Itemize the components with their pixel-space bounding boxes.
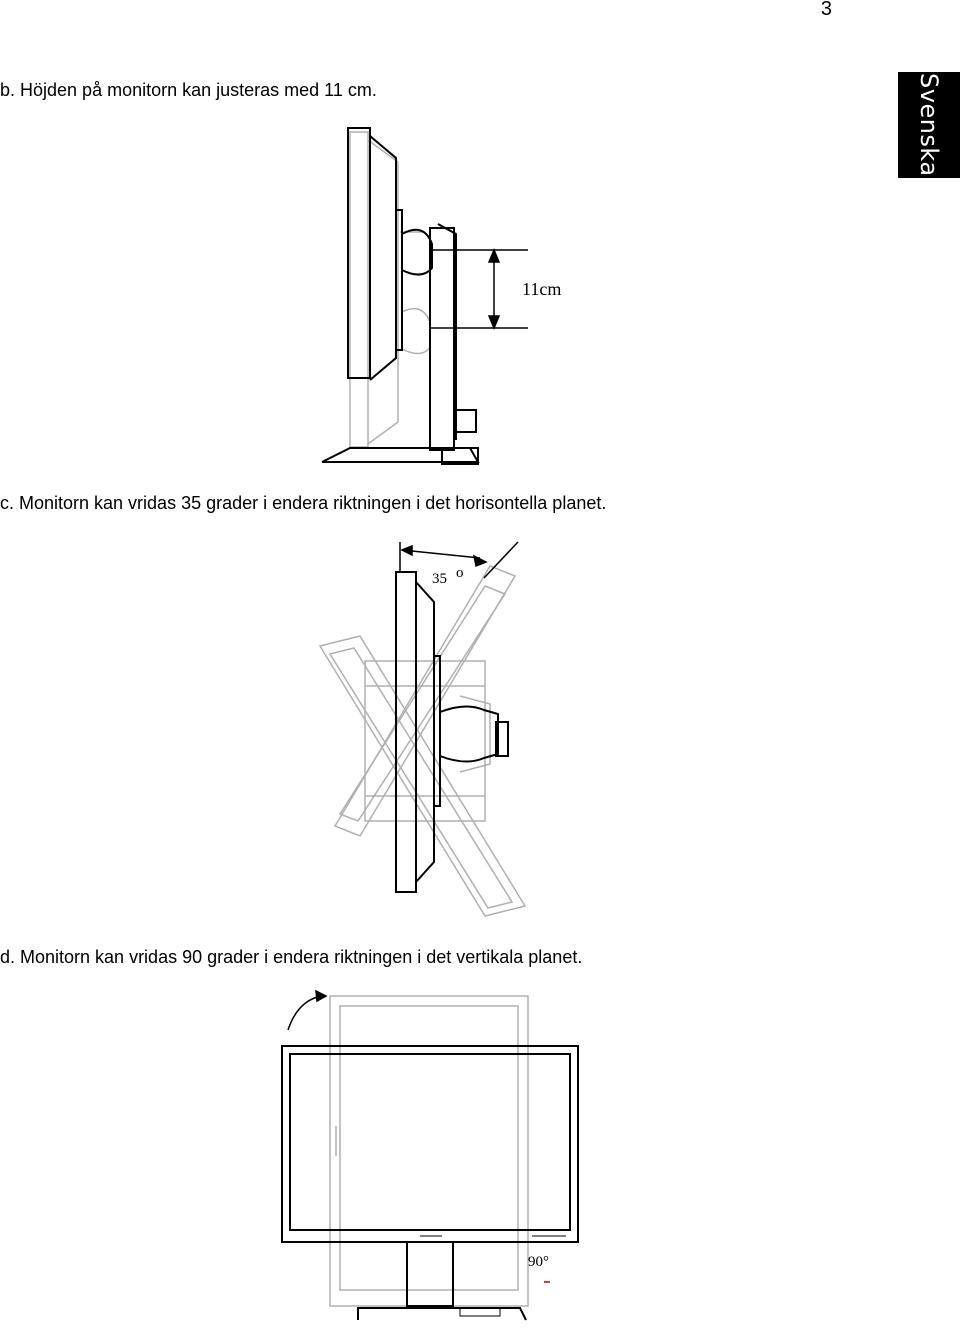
page-number: 3 — [820, 0, 832, 20]
caption-swivel: c. Monitorn kan vridas 35 grader i endera riktningen i det horisontella planet. — [0, 493, 607, 513]
height-adjust-figure — [310, 122, 590, 474]
swivel-angle-label: 35 — [432, 571, 447, 587]
swivel-degree-mark: o — [456, 565, 464, 581]
pivot-angle-label: 90° — [528, 1254, 549, 1270]
language-tab — [898, 72, 960, 178]
caption-pivot: d. Monitorn kan vridas 90 grader i endera riktningen i det vertikala planet. — [0, 947, 583, 967]
height-label: 11cm — [522, 279, 562, 299]
swivel-figure — [300, 536, 570, 936]
caption-height-adjust: b. Höjden på monitorn kan justeras med 11 cm. — [0, 80, 377, 100]
pivot-figure — [270, 986, 610, 1326]
language-tab-label: Svenska — [915, 73, 943, 177]
